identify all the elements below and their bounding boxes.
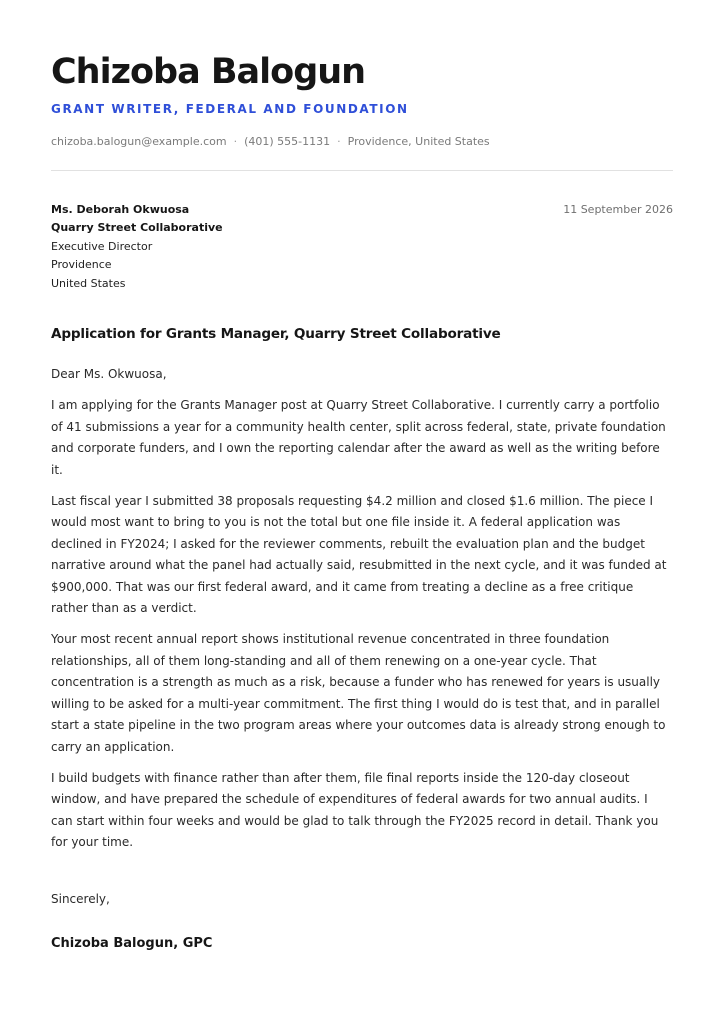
letter-paragraph: Your most recent annual report shows institutional revenue concentrated in three foundation relationships, all of them long-standing and all of them renewing on a one-year cycle. That concentration is a strength as much as a risk, because a funder who has renewed for years is usually willing to be asked for a multi-year commitment. The first thing I would do is test that, and in parallel start a state pipeline in the two program areas where your outcomes data is already strong enough to carry an application. [51, 632, 666, 754]
recipient-city: Providence [51, 258, 112, 272]
letter-greeting: Dear Ms. Okwuosa, [51, 367, 167, 381]
contact-phone: (401) 555-1131 [244, 135, 331, 148]
recipient-organization: Quarry Street Collaborative [51, 221, 223, 235]
recipient-title: Executive Director [51, 239, 153, 253]
header-divider [51, 170, 673, 171]
letter-date: 11 September 2026 [563, 203, 673, 216]
contact-separator: · [233, 135, 238, 148]
contact-line [51, 134, 490, 150]
letter-paragraph: I build budgets with finance rather than after them, file final reports inside the 120-day closeout window, and have prepared the schedule of expenditures of federal awards for two annual audits. I can start within four weeks and would be glad to talk through the FY2025 record in detail. Thank you for your time. [51, 770, 659, 850]
recipient-name: Ms. Deborah Okwuosa [51, 203, 190, 216]
letter-closing: Sincerely, [51, 892, 110, 906]
recipient-country: United States [51, 276, 126, 290]
letter-subject: Application for Grants Manager, Quarry Street Collaborative [51, 326, 501, 342]
letter-body [51, 364, 673, 864]
letter-signature: Chizoba Balogun, GPC [51, 936, 213, 951]
contact-email: chizoba.balogun@example.com [51, 135, 227, 148]
contact-location: Providence, United States [347, 135, 490, 148]
recipient-block [51, 201, 223, 293]
letter-paragraph: Last fiscal year I submitted 38 proposals requesting $4.2 million and closed $1.6 million. The piece I would most want to bring to you is not the total but one file inside it. A federal application was declined in FY2024; I asked for the reviewer comments, rebuilt the evaluation plan and the budget narrative around what the panel had actually said, resubmitted in the next cycle, and it was funded at $900,000. That was our first federal award, and it came from treating a decline as a free critique rather than as a verdict. [51, 494, 667, 616]
letter-paragraph: I am applying for the Grants Manager post at Quarry Street Collaborative. I currently carry a portfolio of 41 submissions a year for a community health center, split across federal, state, private foundation and corporate funders, and I own the reporting calendar after the award as well as the writing before it. [51, 398, 666, 477]
applicant-name: Chizoba Balogun [51, 52, 366, 92]
contact-separator: · [337, 135, 341, 148]
applicant-role: GRANT WRITER, FEDERAL AND FOUNDATION [51, 102, 409, 116]
